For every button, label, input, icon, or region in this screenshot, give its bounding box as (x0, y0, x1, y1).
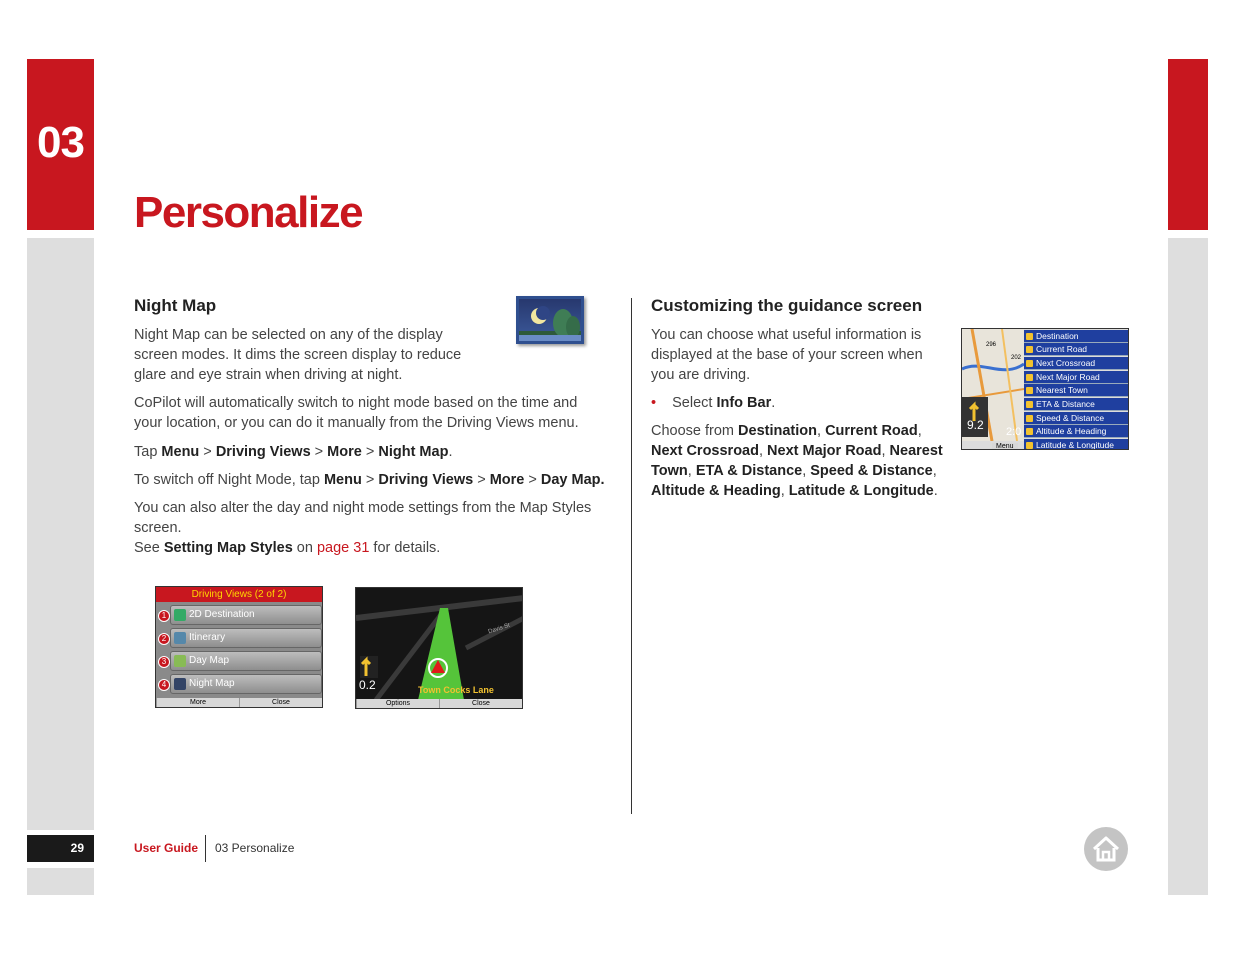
driving-view-item: Night Map (170, 674, 322, 694)
menu-path-item: Menu (323, 472, 362, 488)
speedometer-icon (1026, 415, 1033, 422)
footer-chapter-title: 03 Personalize (215, 841, 295, 855)
auto-switch-text: CoPilot will automatically switch to night mode based on the time and your location, or you can do it manually from the Driving Views menu. (134, 395, 579, 431)
item-number-badge: 4 (158, 679, 170, 691)
road-shield: 296 (986, 342, 997, 348)
softkey-bar (156, 698, 322, 707)
night-map-intro: Night Map can be selected on any of the display screen modes. It dims the screen display to reduce glare and eye strain when driving at night. (134, 327, 462, 383)
softkey-bar (356, 699, 522, 708)
globe-icon (1026, 442, 1033, 449)
menu-path-item: Day Map. (540, 472, 605, 488)
item-number-badge: 3 (158, 656, 170, 668)
footer-guide-title: User Guide (134, 841, 199, 855)
flag-icon (1026, 333, 1033, 340)
item-number-badge: 2 (158, 633, 170, 645)
road-shield: 202 (1011, 355, 1022, 361)
night-map-screenshot (355, 587, 523, 709)
chapter-number: 03 (37, 118, 84, 167)
guidance-screenshot (961, 328, 1129, 450)
clock-icon (1026, 401, 1033, 408)
town-icon (1026, 387, 1033, 394)
close-softkey: Close (239, 698, 322, 707)
info-bar-option: Speed & Distance (1024, 412, 1129, 425)
info-bar-option: Current Road (1024, 343, 1129, 356)
driving-view-item: Day Map (170, 651, 322, 671)
day-map-icon (174, 655, 186, 667)
left-sidebar-bottom (27, 868, 94, 895)
close-softkey: Close (439, 699, 522, 708)
right-accent-bar (1168, 59, 1208, 230)
major-road-icon (1026, 374, 1033, 381)
item-number-badge: 1 (158, 610, 170, 622)
tap-instruction: Tap Menu > Driving Views > More > Night Map. (134, 444, 453, 460)
info-bar-option: Latitude & Longitude (1024, 439, 1129, 450)
destination-icon (174, 609, 186, 621)
setting-map-styles-link[interactable]: Setting Map Styles (163, 540, 293, 556)
info-bar-option: ETA & Distance (1024, 398, 1129, 411)
driving-views-screenshot (155, 586, 323, 708)
bullet-item: • Select Info Bar. (651, 395, 776, 411)
more-softkey: More (156, 698, 239, 707)
page-31-link[interactable]: page 31 (316, 540, 370, 556)
choose-options-text: Choose from Destination, Current Road, Next Crossroad, Next Major Road, Nearest Town, ETA & Distance, Speed & Distance, Altitude & Heading, Latitude & Longitude. (651, 423, 943, 499)
driving-view-item: 2D Destination (170, 605, 322, 625)
home-icon[interactable] (1084, 827, 1128, 871)
menu-softkey: Menu (992, 443, 1018, 450)
side-street-label: Davis St (487, 622, 511, 636)
altitude-icon (1026, 428, 1033, 435)
menu-path-item: Menu (161, 444, 200, 460)
menu-path-item: Night Map (378, 444, 449, 460)
night-map-heading: Night Map (134, 296, 217, 315)
right-sidebar (1168, 238, 1208, 895)
switch-off-instruction: To switch off Night Mode, tap Menu > Driving Views > More > Day Map. (134, 472, 605, 488)
street-name: Town Cocks Lane (418, 685, 494, 695)
options-softkey: Options (356, 699, 439, 708)
time-readout: 2:0 (1006, 426, 1022, 438)
menu-path-item: More (489, 472, 525, 488)
road-icon (1026, 346, 1033, 353)
info-bar-option: Destination (1024, 330, 1129, 343)
info-bar-option: Nearest Town (1024, 384, 1129, 397)
footer-separator (205, 835, 206, 862)
menu-path-item: Driving Views (215, 444, 311, 460)
night-map-icon (516, 296, 584, 344)
info-bar-option: Info Bar (716, 395, 772, 411)
info-bar-option: Next Major Road (1024, 371, 1129, 384)
guidance-intro: You can choose what useful information is displayed at the base of your screen when you are driving. (651, 327, 923, 383)
driving-view-item: Itinerary (170, 628, 322, 648)
info-bar-option: Next Crossroad (1024, 357, 1129, 370)
page-number: 29 (27, 835, 94, 862)
info-bar-option: Altitude & Heading (1024, 425, 1129, 438)
guidance-heading: Customizing the guidance screen (651, 296, 923, 315)
itinerary-icon (174, 632, 186, 644)
distance-readout: 9.2 (967, 418, 984, 432)
column-divider (631, 298, 632, 814)
menu-path-item: More (327, 444, 362, 460)
night-map-icon (174, 678, 186, 690)
menu-path-item: Driving Views (378, 472, 474, 488)
crossroad-icon (1026, 360, 1033, 367)
driving-views-title: Driving Views (2 of 2) (156, 587, 322, 602)
page-title: Personalize (134, 188, 363, 237)
distance-readout: 0.2 (359, 678, 376, 692)
left-sidebar (27, 238, 94, 830)
map-styles-text: You can also alter the day and night mode settings from the Map Styles screen. See Setting Map Styles on page 31 for details. (134, 500, 592, 556)
